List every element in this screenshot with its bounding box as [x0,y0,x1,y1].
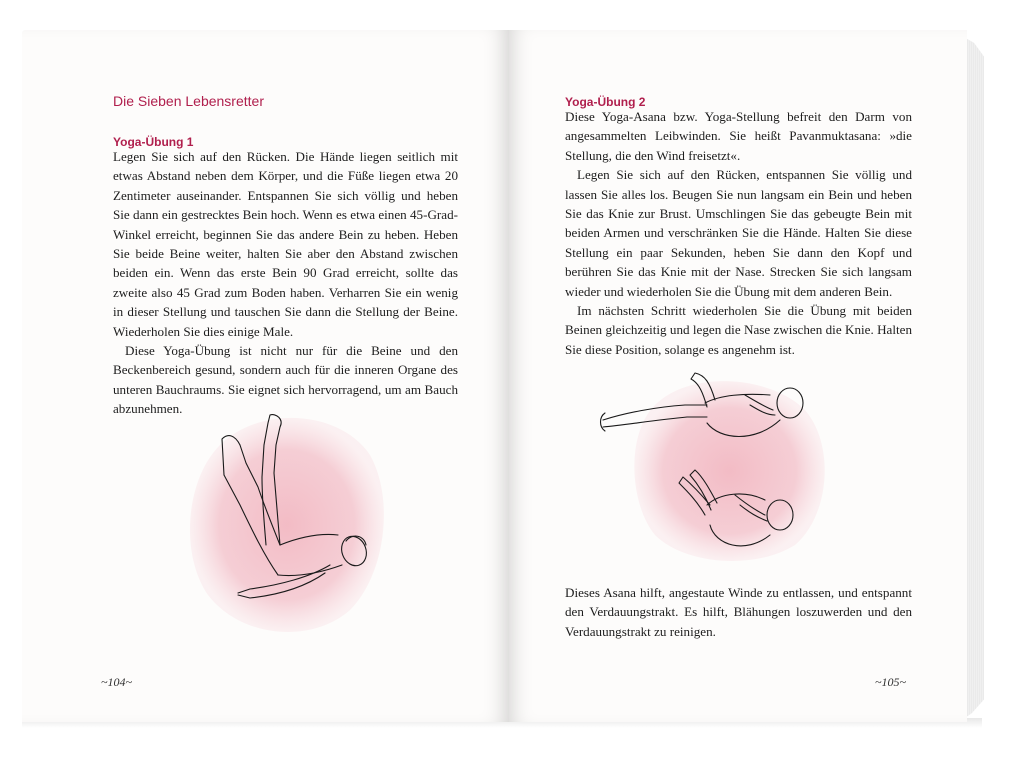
right-paragraph-1: Diese Yoga-Asana bzw. Yoga-Stellung befreit den Darm von angesammelten Leibwinden. Sie heißt Pavanmuktasana: »die Stellung, die den Wind freisetzt«. [565,109,912,163]
yoga-exercise-1-illustration [180,405,390,640]
yoga-exercise-2-illustration [595,365,845,565]
left-exercise-heading: Yoga-Übung 1 [113,135,194,149]
left-page-number: ~104~ [101,675,132,689]
right-exercise-heading: Yoga-Übung 2 [565,95,646,109]
right-paragraph-3: Im nächsten Schritt wiederholen Sie die Übung mit beiden Beinen gleichzeitig und legen die Nase zwischen die Knie. Halten Sie diese Position, solange es angenehm ist. [565,303,912,357]
right-bottom-text [565,583,912,641]
right-paragraph-bottom: Dieses Asana hilft, angestaute Winde zu entlassen, und entspannt den Verdauungstrakt. Es hilft, Blähungen loszuwerden und den Verdauungstrakt zu reinigen. [565,585,912,639]
watercolor-blob [190,418,384,632]
watercolor-blob [634,381,824,561]
left-body-text [113,147,458,419]
right-page-number: ~105~ [875,675,906,689]
right-body-text [565,107,912,359]
left-paragraph-2: Diese Yoga-Übung ist nicht nur für die Beine und den Beckenbereich gesund, sondern auch für die inneren Organe des unteren Bauchraums. Sie eignet sich hervorragend, um am Bauch abzunehmen. [113,343,458,417]
left-paragraph-1: Legen Sie sich auf den Rücken. Die Hände liegen seitlich mit etwas Abstand neben dem Körper, und die Füße liegen etwa 20 Zentimeter auseinander. Entspannen Sie sich völlig und heben Sie dann ein gestrecktes Bein hoch. Wenn es etwa einen 45-Grad-Winkel erreicht, beginnen Sie das andere Bein zu heben. Heben Sie beide Beine weiter, halten Sie aber den Abstand zwischen beiden ein. Wenn das erste Bein 90 Grad erreicht, sollte das zweite also 45 Grad zum Boden haben. Verharren Sie ein wenig in dieser Stellung und tauschen Sie dann die Stellung der Beine. Wiederholen Sie dies einige Male. [113,149,458,339]
chapter-title: Die Sieben Lebensretter [113,93,264,109]
right-paragraph-2: Legen Sie sich auf den Rücken, entspannen Sie völlig und lassen Sie alles los. Beugen Sie nun langsam ein Bein und heben Sie das Knie zur Brust. Umschlingen Sie das gebeugte Bein mit beiden Armen und verschränken Sie die Hände. Halten Sie diese Stellung ein paar Sekunden, heben Sie dann den Kopf und berühren Sie das Knie mit der Nase. Strecken Sie sich langsam wieder und wiederholen Sie die Übung mit dem anderen Bein. [565,167,912,299]
